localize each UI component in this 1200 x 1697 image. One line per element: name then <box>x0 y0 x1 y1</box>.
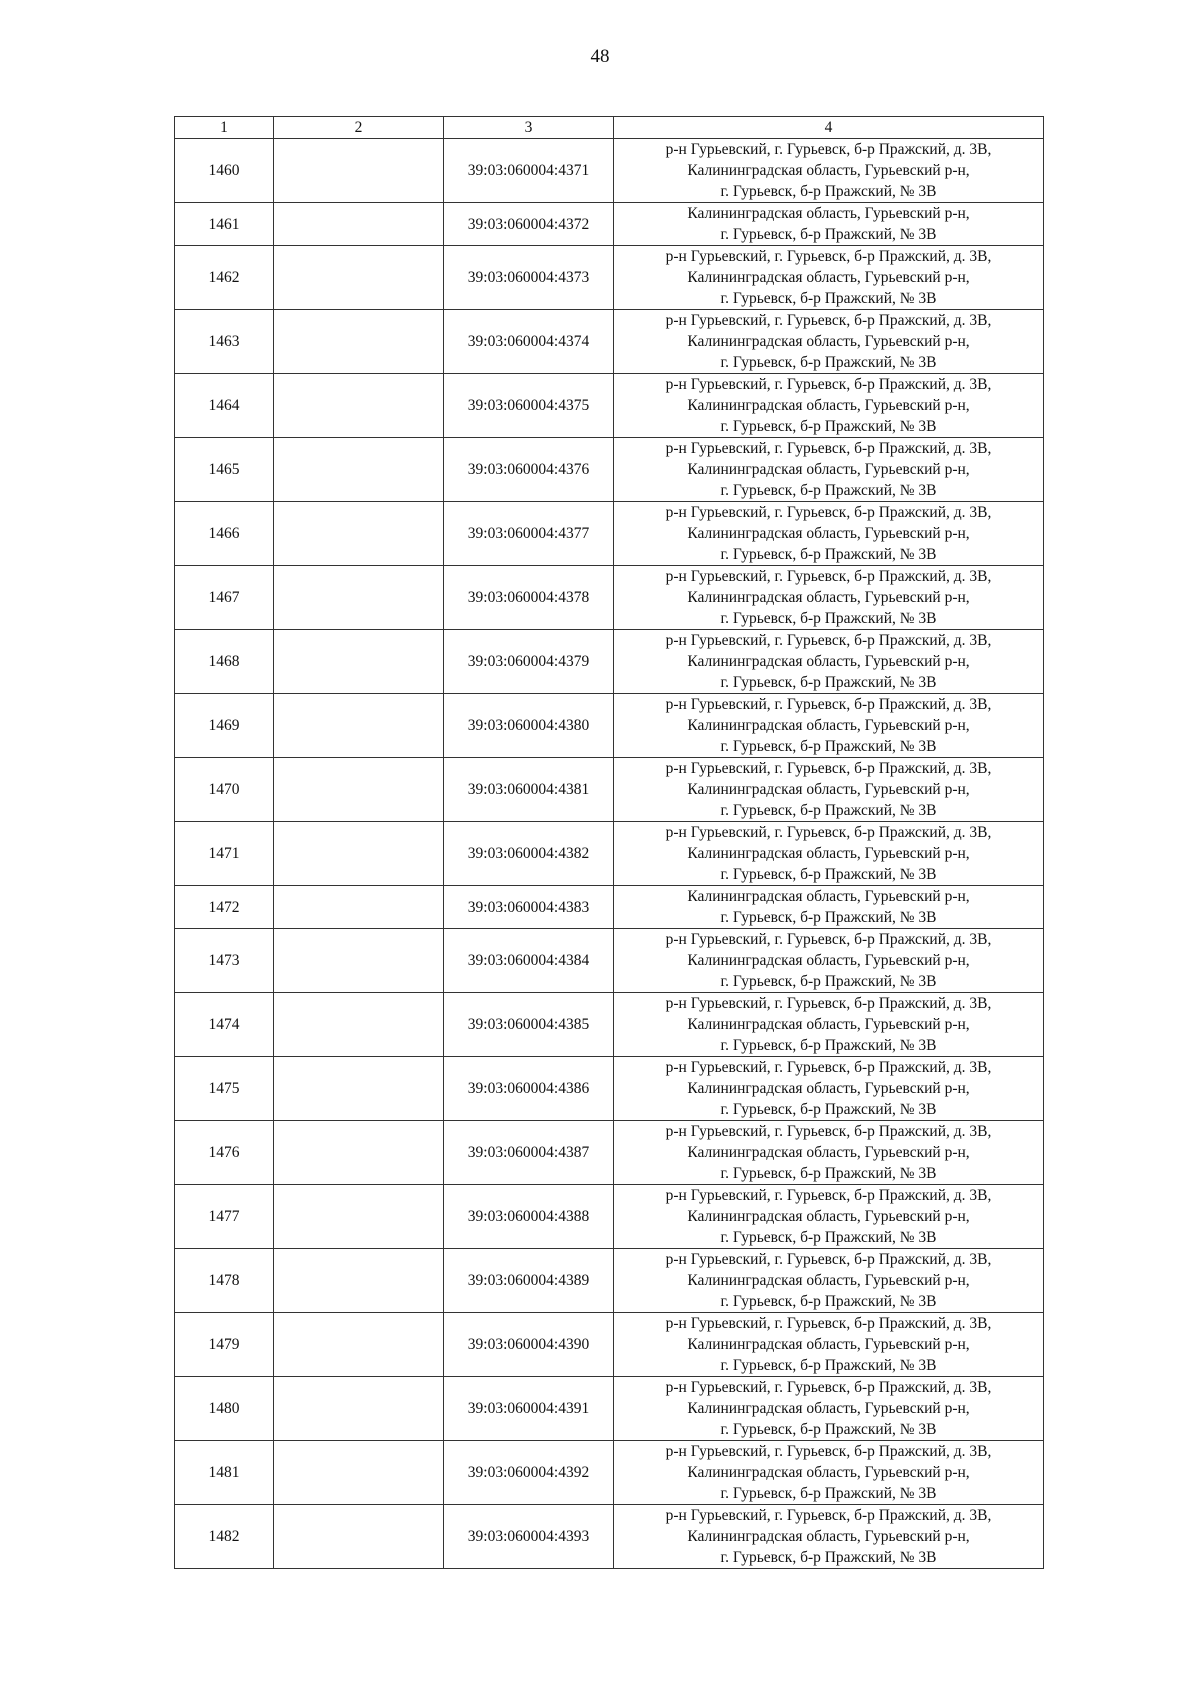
address-line: Калининградская область, Гурьевский р-н, <box>687 1400 970 1417</box>
row-number-cell: 1466 <box>175 502 274 566</box>
empty-cell <box>274 1185 444 1249</box>
cadastral-number-cell: 39:03:060004:4385 <box>444 993 614 1057</box>
row-number-cell: 1460 <box>175 139 274 203</box>
table-header <box>175 117 1044 139</box>
address-line: г. Гурьевск, б-р Пражский, № 3В <box>720 802 937 819</box>
row-number-cell: 1463 <box>175 310 274 374</box>
table-row <box>175 1377 1044 1441</box>
address-line: Калининградская область, Гурьевский р-н, <box>687 1336 970 1353</box>
row-number-cell: 1481 <box>175 1441 274 1505</box>
address-line: р-н Гурьевский, г. Гурьевск, б-р Пражский, д. 3В, <box>665 1443 992 1460</box>
empty-cell <box>274 374 444 438</box>
row-number-cell: 1477 <box>175 1185 274 1249</box>
address-cell <box>614 1313 1044 1377</box>
address-cell <box>614 1185 1044 1249</box>
table-row <box>175 822 1044 886</box>
address-line: Калининградская область, Гурьевский р-н, <box>687 162 970 179</box>
cadastral-number-cell: 39:03:060004:4380 <box>444 694 614 758</box>
address-line: г. Гурьевск, б-р Пражский, № 3В <box>720 1229 937 1246</box>
address-line: р-н Гурьевский, г. Гурьевск, б-р Пражский, д. 3В, <box>665 440 992 457</box>
address-line: г. Гурьевск, б-р Пражский, № 3В <box>720 1357 937 1374</box>
table-row <box>175 374 1044 438</box>
address-line: р-н Гурьевский, г. Гурьевск, б-р Пражский, д. 3В, <box>665 1251 992 1268</box>
address-line: г. Гурьевск, б-р Пражский, № 3В <box>720 866 937 883</box>
row-number-cell: 1478 <box>175 1249 274 1313</box>
empty-cell <box>274 630 444 694</box>
cadastral-number-cell: 39:03:060004:4377 <box>444 502 614 566</box>
address-line: г. Гурьевск, б-р Пражский, № 3В <box>720 183 937 200</box>
address-line: Калининградская область, Гурьевский р-н, <box>687 205 970 222</box>
address-cell <box>614 374 1044 438</box>
address-line: г. Гурьевск, б-р Пражский, № 3В <box>720 1549 937 1566</box>
address-line: Калининградская область, Гурьевский р-н, <box>687 1464 970 1481</box>
empty-cell <box>274 566 444 630</box>
header-col-3: 3 <box>444 117 614 139</box>
address-line: Калининградская область, Гурьевский р-н, <box>687 589 970 606</box>
empty-cell <box>274 1441 444 1505</box>
table-row <box>175 694 1044 758</box>
address-line: Калининградская область, Гурьевский р-н, <box>687 461 970 478</box>
address-cell <box>614 630 1044 694</box>
address-line: г. Гурьевск, б-р Пражский, № 3В <box>720 973 937 990</box>
address-line: р-н Гурьевский, г. Гурьевск, б-р Пражский, д. 3В, <box>665 1059 992 1076</box>
empty-cell <box>274 1121 444 1185</box>
row-number-cell: 1479 <box>175 1313 274 1377</box>
address-line: р-н Гурьевский, г. Гурьевск, б-р Пражский, д. 3В, <box>665 568 992 585</box>
cadastral-number-cell: 39:03:060004:4374 <box>444 310 614 374</box>
address-line: г. Гурьевск, б-р Пражский, № 3В <box>720 610 937 627</box>
row-number-cell: 1469 <box>175 694 274 758</box>
address-line: Калининградская область, Гурьевский р-н, <box>687 888 970 905</box>
address-line: г. Гурьевск, б-р Пражский, № 3В <box>720 909 937 926</box>
address-line: Калининградская область, Гурьевский р-н, <box>687 1528 970 1545</box>
address-line: г. Гурьевск, б-р Пражский, № 3В <box>720 546 937 563</box>
row-number-cell: 1465 <box>175 438 274 502</box>
address-line: р-н Гурьевский, г. Гурьевск, б-р Пражский, д. 3В, <box>665 824 992 841</box>
address-cell <box>614 203 1044 246</box>
cadastral-number-cell: 39:03:060004:4384 <box>444 929 614 993</box>
row-number-cell: 1471 <box>175 822 274 886</box>
table-row <box>175 1249 1044 1313</box>
empty-cell <box>274 203 444 246</box>
table-row <box>175 502 1044 566</box>
table-row <box>175 630 1044 694</box>
address-line: р-н Гурьевский, г. Гурьевск, б-р Пражский, д. 3В, <box>665 376 992 393</box>
row-number-cell: 1474 <box>175 993 274 1057</box>
empty-cell <box>274 1377 444 1441</box>
table-row <box>175 1057 1044 1121</box>
page-number: 48 <box>590 46 610 67</box>
row-number-cell: 1464 <box>175 374 274 438</box>
table-row <box>175 438 1044 502</box>
address-line: р-н Гурьевский, г. Гурьевск, б-р Пражский, д. 3В, <box>665 1315 992 1332</box>
row-number-cell: 1473 <box>175 929 274 993</box>
address-line: г. Гурьевск, б-р Пражский, № 3В <box>720 1293 937 1310</box>
address-line: р-н Гурьевский, г. Гурьевск, б-р Пражский, д. 3В, <box>665 248 992 265</box>
cadastral-number-cell: 39:03:060004:4373 <box>444 246 614 310</box>
address-cell <box>614 1505 1044 1569</box>
table-row <box>175 1185 1044 1249</box>
address-cell <box>614 886 1044 929</box>
empty-cell <box>274 1505 444 1569</box>
cadastral-number-cell: 39:03:060004:4371 <box>444 139 614 203</box>
address-line: г. Гурьевск, б-р Пражский, № 3В <box>720 1421 937 1438</box>
cadastral-number-cell: 39:03:060004:4386 <box>444 1057 614 1121</box>
address-line: г. Гурьевск, б-р Пражский, № 3В <box>720 482 937 499</box>
address-line: р-н Гурьевский, г. Гурьевск, б-р Пражский, д. 3В, <box>665 312 992 329</box>
table-row <box>175 566 1044 630</box>
cadastral-number-cell: 39:03:060004:4389 <box>444 1249 614 1313</box>
empty-cell <box>274 929 444 993</box>
address-line: Калининградская область, Гурьевский р-н, <box>687 1016 970 1033</box>
row-number-cell: 1476 <box>175 1121 274 1185</box>
address-line: Калининградская область, Гурьевский р-н, <box>687 269 970 286</box>
table-row <box>175 203 1044 246</box>
address-line: р-н Гурьевский, г. Гурьевск, б-р Пражский, д. 3В, <box>665 995 992 1012</box>
address-line: г. Гурьевск, б-р Пражский, № 3В <box>720 1101 937 1118</box>
empty-cell <box>274 1249 444 1313</box>
address-cell <box>614 1057 1044 1121</box>
table-row <box>175 246 1044 310</box>
empty-cell <box>274 822 444 886</box>
address-line: г. Гурьевск, б-р Пражский, № 3В <box>720 1485 937 1502</box>
address-cell <box>614 1377 1044 1441</box>
empty-cell <box>274 438 444 502</box>
address-line: Калининградская область, Гурьевский р-н, <box>687 781 970 798</box>
address-cell <box>614 758 1044 822</box>
empty-cell <box>274 502 444 566</box>
address-cell <box>614 1249 1044 1313</box>
row-number-cell: 1461 <box>175 203 274 246</box>
header-col-1: 1 <box>175 117 274 139</box>
cadastral-number-cell: 39:03:060004:4391 <box>444 1377 614 1441</box>
address-line: р-н Гурьевский, г. Гурьевск, б-р Пражский, д. 3В, <box>665 1187 992 1204</box>
cadastral-number-cell: 39:03:060004:4392 <box>444 1441 614 1505</box>
row-number-cell: 1462 <box>175 246 274 310</box>
address-line: р-н Гурьевский, г. Гурьевск, б-р Пражский, д. 3В, <box>665 760 992 777</box>
header-col-2: 2 <box>274 117 444 139</box>
empty-cell <box>274 993 444 1057</box>
registry-table <box>174 116 1044 1569</box>
cadastral-number-cell: 39:03:060004:4376 <box>444 438 614 502</box>
empty-cell <box>274 139 444 203</box>
row-number-cell: 1480 <box>175 1377 274 1441</box>
cadastral-number-cell: 39:03:060004:4378 <box>444 566 614 630</box>
address-cell <box>614 822 1044 886</box>
cadastral-number-cell: 39:03:060004:4388 <box>444 1185 614 1249</box>
address-line: р-н Гурьевский, г. Гурьевск, б-р Пражский, д. 3В, <box>665 1123 992 1140</box>
address-line: Калининградская область, Гурьевский р-н, <box>687 717 970 734</box>
address-line: р-н Гурьевский, г. Гурьевск, б-р Пражский, д. 3В, <box>665 141 992 158</box>
address-line: Калининградская область, Гурьевский р-н, <box>687 1272 970 1289</box>
address-line: г. Гурьевск, б-р Пражский, № 3В <box>720 418 937 435</box>
address-cell <box>614 694 1044 758</box>
table-row <box>175 758 1044 822</box>
cadastral-number-cell: 39:03:060004:4393 <box>444 1505 614 1569</box>
row-number-cell: 1472 <box>175 886 274 929</box>
cadastral-number-cell: 39:03:060004:4372 <box>444 203 614 246</box>
header-row <box>175 117 1044 139</box>
address-line: Калининградская область, Гурьевский р-н, <box>687 525 970 542</box>
cadastral-number-cell: 39:03:060004:4375 <box>444 374 614 438</box>
table-row <box>175 929 1044 993</box>
cadastral-number-cell: 39:03:060004:4390 <box>444 1313 614 1377</box>
empty-cell <box>274 1057 444 1121</box>
header-col-4: 4 <box>614 117 1044 139</box>
address-cell <box>614 310 1044 374</box>
address-line: г. Гурьевск, б-р Пражский, № 3В <box>720 354 937 371</box>
address-cell <box>614 1441 1044 1505</box>
address-cell <box>614 246 1044 310</box>
row-number-cell: 1475 <box>175 1057 274 1121</box>
address-line: г. Гурьевск, б-р Пражский, № 3В <box>720 738 937 755</box>
address-line: Калининградская область, Гурьевский р-н, <box>687 333 970 350</box>
address-line: р-н Гурьевский, г. Гурьевск, б-р Пражский, д. 3В, <box>665 1507 992 1524</box>
address-line: Калининградская область, Гурьевский р-н, <box>687 653 970 670</box>
table-body <box>175 139 1044 1569</box>
address-line: г. Гурьевск, б-р Пражский, № 3В <box>720 674 937 691</box>
cadastral-number-cell: 39:03:060004:4387 <box>444 1121 614 1185</box>
table-row <box>175 1313 1044 1377</box>
cadastral-number-cell: 39:03:060004:4383 <box>444 886 614 929</box>
address-line: г. Гурьевск, б-р Пражский, № 3В <box>720 1037 937 1054</box>
empty-cell <box>274 246 444 310</box>
cadastral-number-cell: 39:03:060004:4381 <box>444 758 614 822</box>
address-line: р-н Гурьевский, г. Гурьевск, б-р Пражский, д. 3В, <box>665 931 992 948</box>
row-number-cell: 1482 <box>175 1505 274 1569</box>
address-line: г. Гурьевск, б-р Пражский, № 3В <box>720 290 937 307</box>
address-cell <box>614 929 1044 993</box>
empty-cell <box>274 1313 444 1377</box>
address-line: р-н Гурьевский, г. Гурьевск, б-р Пражский, д. 3В, <box>665 632 992 649</box>
address-line: г. Гурьевск, б-р Пражский, № 3В <box>720 1165 937 1182</box>
address-line: р-н Гурьевский, г. Гурьевск, б-р Пражский, д. 3В, <box>665 504 992 521</box>
table-row <box>175 139 1044 203</box>
table-row <box>175 1505 1044 1569</box>
address-cell <box>614 993 1044 1057</box>
address-line: р-н Гурьевский, г. Гурьевск, б-р Пражский, д. 3В, <box>665 696 992 713</box>
address-cell <box>614 566 1044 630</box>
cadastral-number-cell: 39:03:060004:4379 <box>444 630 614 694</box>
cadastral-number-cell: 39:03:060004:4382 <box>444 822 614 886</box>
address-line: Калининградская область, Гурьевский р-н, <box>687 1144 970 1161</box>
row-number-cell: 1468 <box>175 630 274 694</box>
table-row <box>175 1121 1044 1185</box>
table-row <box>175 993 1044 1057</box>
row-number-cell: 1470 <box>175 758 274 822</box>
table-row <box>175 886 1044 929</box>
empty-cell <box>274 886 444 929</box>
address-cell <box>614 1121 1044 1185</box>
address-cell <box>614 438 1044 502</box>
empty-cell <box>274 310 444 374</box>
address-cell <box>614 139 1044 203</box>
address-line: Калининградская область, Гурьевский р-н, <box>687 845 970 862</box>
address-line: Калининградская область, Гурьевский р-н, <box>687 952 970 969</box>
table-row <box>175 310 1044 374</box>
row-number-cell: 1467 <box>175 566 274 630</box>
empty-cell <box>274 758 444 822</box>
address-line: Калининградская область, Гурьевский р-н, <box>687 1208 970 1225</box>
address-line: Калининградская область, Гурьевский р-н, <box>687 1080 970 1097</box>
address-cell <box>614 502 1044 566</box>
address-line: Калининградская область, Гурьевский р-н, <box>687 397 970 414</box>
empty-cell <box>274 694 444 758</box>
table-row <box>175 1441 1044 1505</box>
address-line: р-н Гурьевский, г. Гурьевск, б-р Пражский, д. 3В, <box>665 1379 992 1396</box>
address-line: г. Гурьевск, б-р Пражский, № 3В <box>720 226 937 243</box>
